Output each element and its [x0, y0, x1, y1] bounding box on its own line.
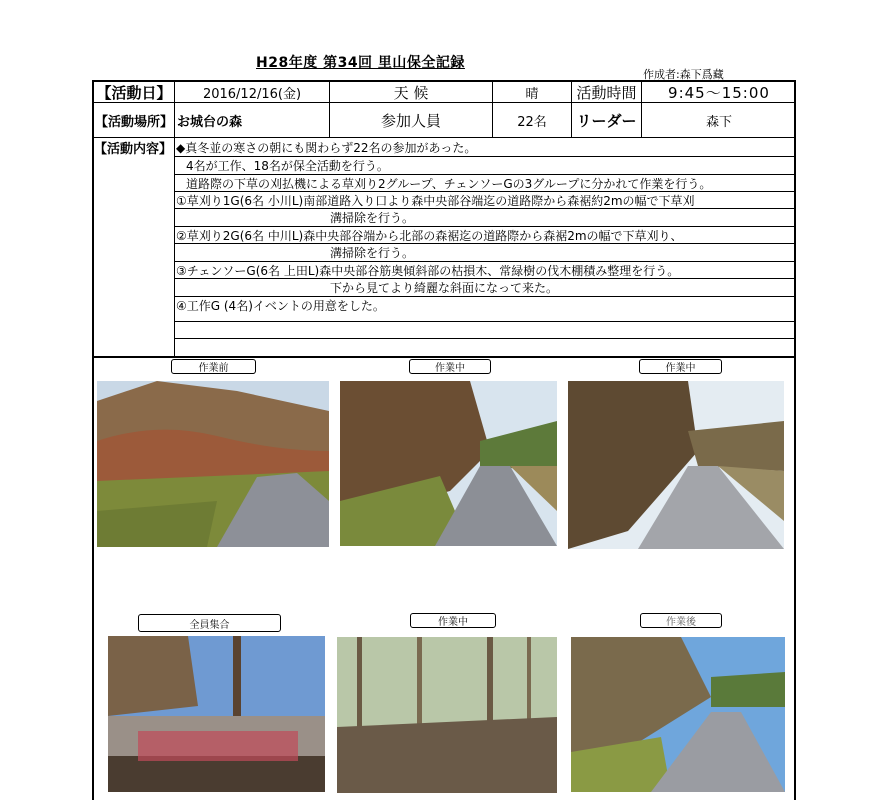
content-line: ④工作G (4名)イベントの用意をした。 [176, 299, 385, 313]
date-label: 【活動日】 [96, 83, 172, 102]
photo-work-1 [340, 381, 557, 546]
photo-after-work [571, 637, 785, 792]
activity-time: 9:45～15:00 [668, 83, 770, 102]
content-line: 道路際の下草の刈払機による草刈り2グループ、チェンソーGの3グループに分かれて作業を行う。 [186, 177, 712, 191]
page-title: H28年度 第34回 里山保全記録 [256, 55, 465, 71]
leader-label: リーダー [576, 111, 637, 130]
place-label: 【活動場所】 [94, 114, 173, 130]
participants-label: 参加人員 [380, 111, 441, 130]
photo-work-2 [568, 381, 784, 549]
photo-before-work [97, 381, 329, 547]
participants-count: 22名 [517, 114, 547, 130]
content-line: ①草刈り1G(6名 小川L)南部道路入り口より森中央部谷端迄の道路際から森裾約2mの幅で下草刈 [176, 194, 695, 208]
leader-name: 森下 [705, 114, 732, 130]
activity-place: お城台の森 [177, 114, 243, 130]
photo-work-3 [337, 637, 557, 793]
photo-caption: 作業前 [171, 359, 256, 374]
weather-value: 晴 [525, 86, 539, 102]
content-line: 溝掃除を行う。 [330, 211, 415, 225]
content-line: 4名が工作、18名が保全活動を行う。 [186, 159, 389, 173]
time-label: 活動時間 [576, 83, 637, 102]
photo-caption: 作業後 [640, 613, 722, 628]
content-line: ③チェンソーG(6名 上田L)森中央部谷筋奥傾斜部の枯損木、常緑樹の伐木棚積み整理を行う。 [176, 264, 680, 278]
weather-label: 天 候 [393, 83, 429, 102]
content-line: ◆真冬並の寒さの朝にも関わらず22名の参加があった。 [176, 141, 477, 155]
content-line: ②草刈り2G(6名 中川L)森中央部谷端から北部の森裾迄の道路際から森裾2mの幅で下草刈り、 [176, 229, 683, 243]
author: 作成者:森下爲藏 [643, 68, 724, 81]
photo-caption: 作業中 [639, 359, 722, 374]
photo-group [108, 636, 325, 792]
photo-caption: 作業中 [410, 613, 496, 628]
content-line: 溝掃除を行う。 [330, 246, 415, 260]
content-label: 【活動内容】 [94, 141, 173, 157]
activity-date: 2016/12/16(金) [202, 86, 302, 102]
photo-caption: 作業中 [409, 359, 491, 374]
photo-caption: 全員集合 [138, 614, 281, 632]
content-line: 下から見てより綺麗な斜面になって来た。 [330, 281, 559, 295]
